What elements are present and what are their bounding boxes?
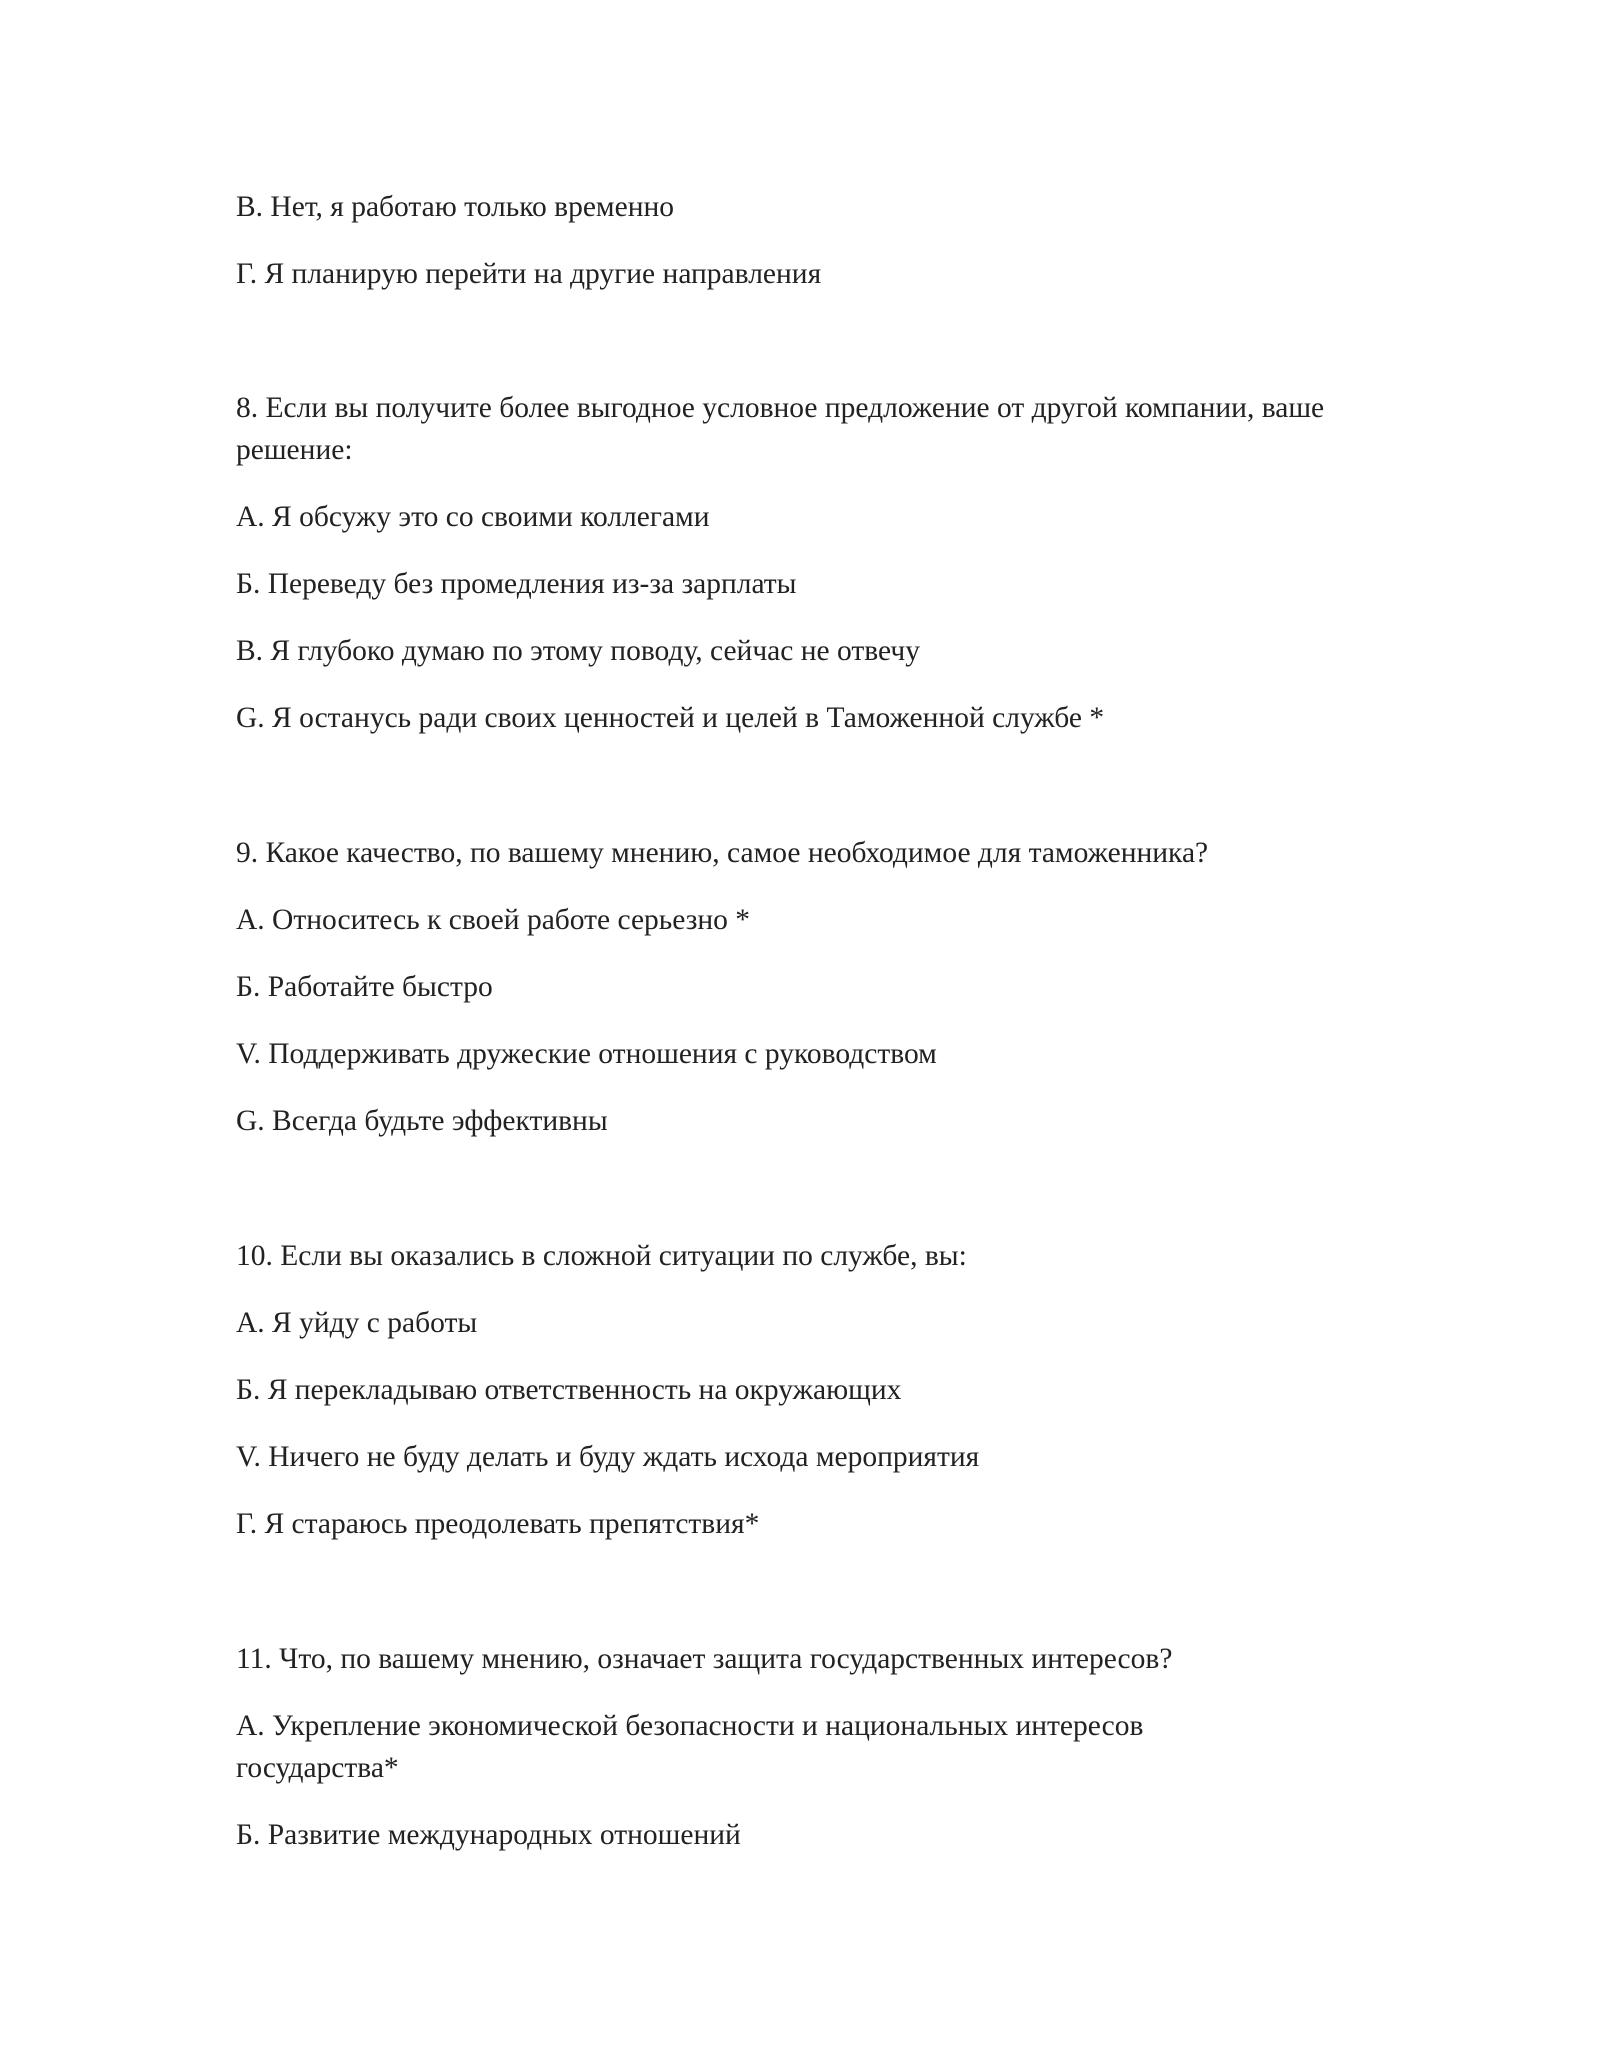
q8-question: 8. Если вы получите более выгодное условное предложение от другой компании, ваше решение:	[236, 392, 1325, 466]
q9-option-g: G. Всегда будьте эффективны	[236, 1105, 608, 1137]
q8-option-b: Б. Переведу без промедления из-за зарплаты	[236, 568, 797, 600]
q9-option-v: V. Поддерживать дружеские отношения с руководством	[236, 1038, 937, 1070]
q8-option-a: А. Я обсужу это со своими коллегами	[236, 501, 710, 533]
q7-option-v: В. Нет, я работаю только временно	[236, 191, 675, 223]
q10-option-v: V. Ничего не буду делать и буду ждать исхода мероприятия	[236, 1441, 980, 1473]
q9-option-a: А. Относитесь к своей работе серьезно *	[236, 904, 751, 936]
q11-question: 11. Что, по вашему мнению, означает защита государственных интересов?	[236, 1643, 1173, 1675]
q10-option-b: Б. Я перекладываю ответственность на окружающих	[236, 1374, 902, 1406]
q10-question: 10. Если вы оказались в сложной ситуации по службе, вы:	[236, 1240, 967, 1272]
q11-option-a: А. Укрепление экономической безопасности и национальных интересов государства*	[236, 1710, 1144, 1784]
q9-option-b: Б. Работайте быстро	[236, 971, 493, 1003]
q7-option-g: Г. Я планирую перейти на другие направления	[236, 258, 822, 290]
q9-question: 9. Какое качество, по вашему мнению, самое необходимое для таможенника?	[236, 837, 1209, 869]
q11-option-b: Б. Развитие международных отношений	[236, 1819, 741, 1851]
q8-option-g: G. Я останусь ради своих ценностей и целей в Таможенной службе *	[236, 702, 1105, 734]
q8-option-v: В. Я глубоко думаю по этому поводу, сейчас не отвечу	[236, 635, 920, 667]
q10-option-a: А. Я уйду с работы	[236, 1307, 478, 1339]
q10-option-g: Г. Я стараюсь преодолевать препятствия*	[236, 1508, 760, 1540]
